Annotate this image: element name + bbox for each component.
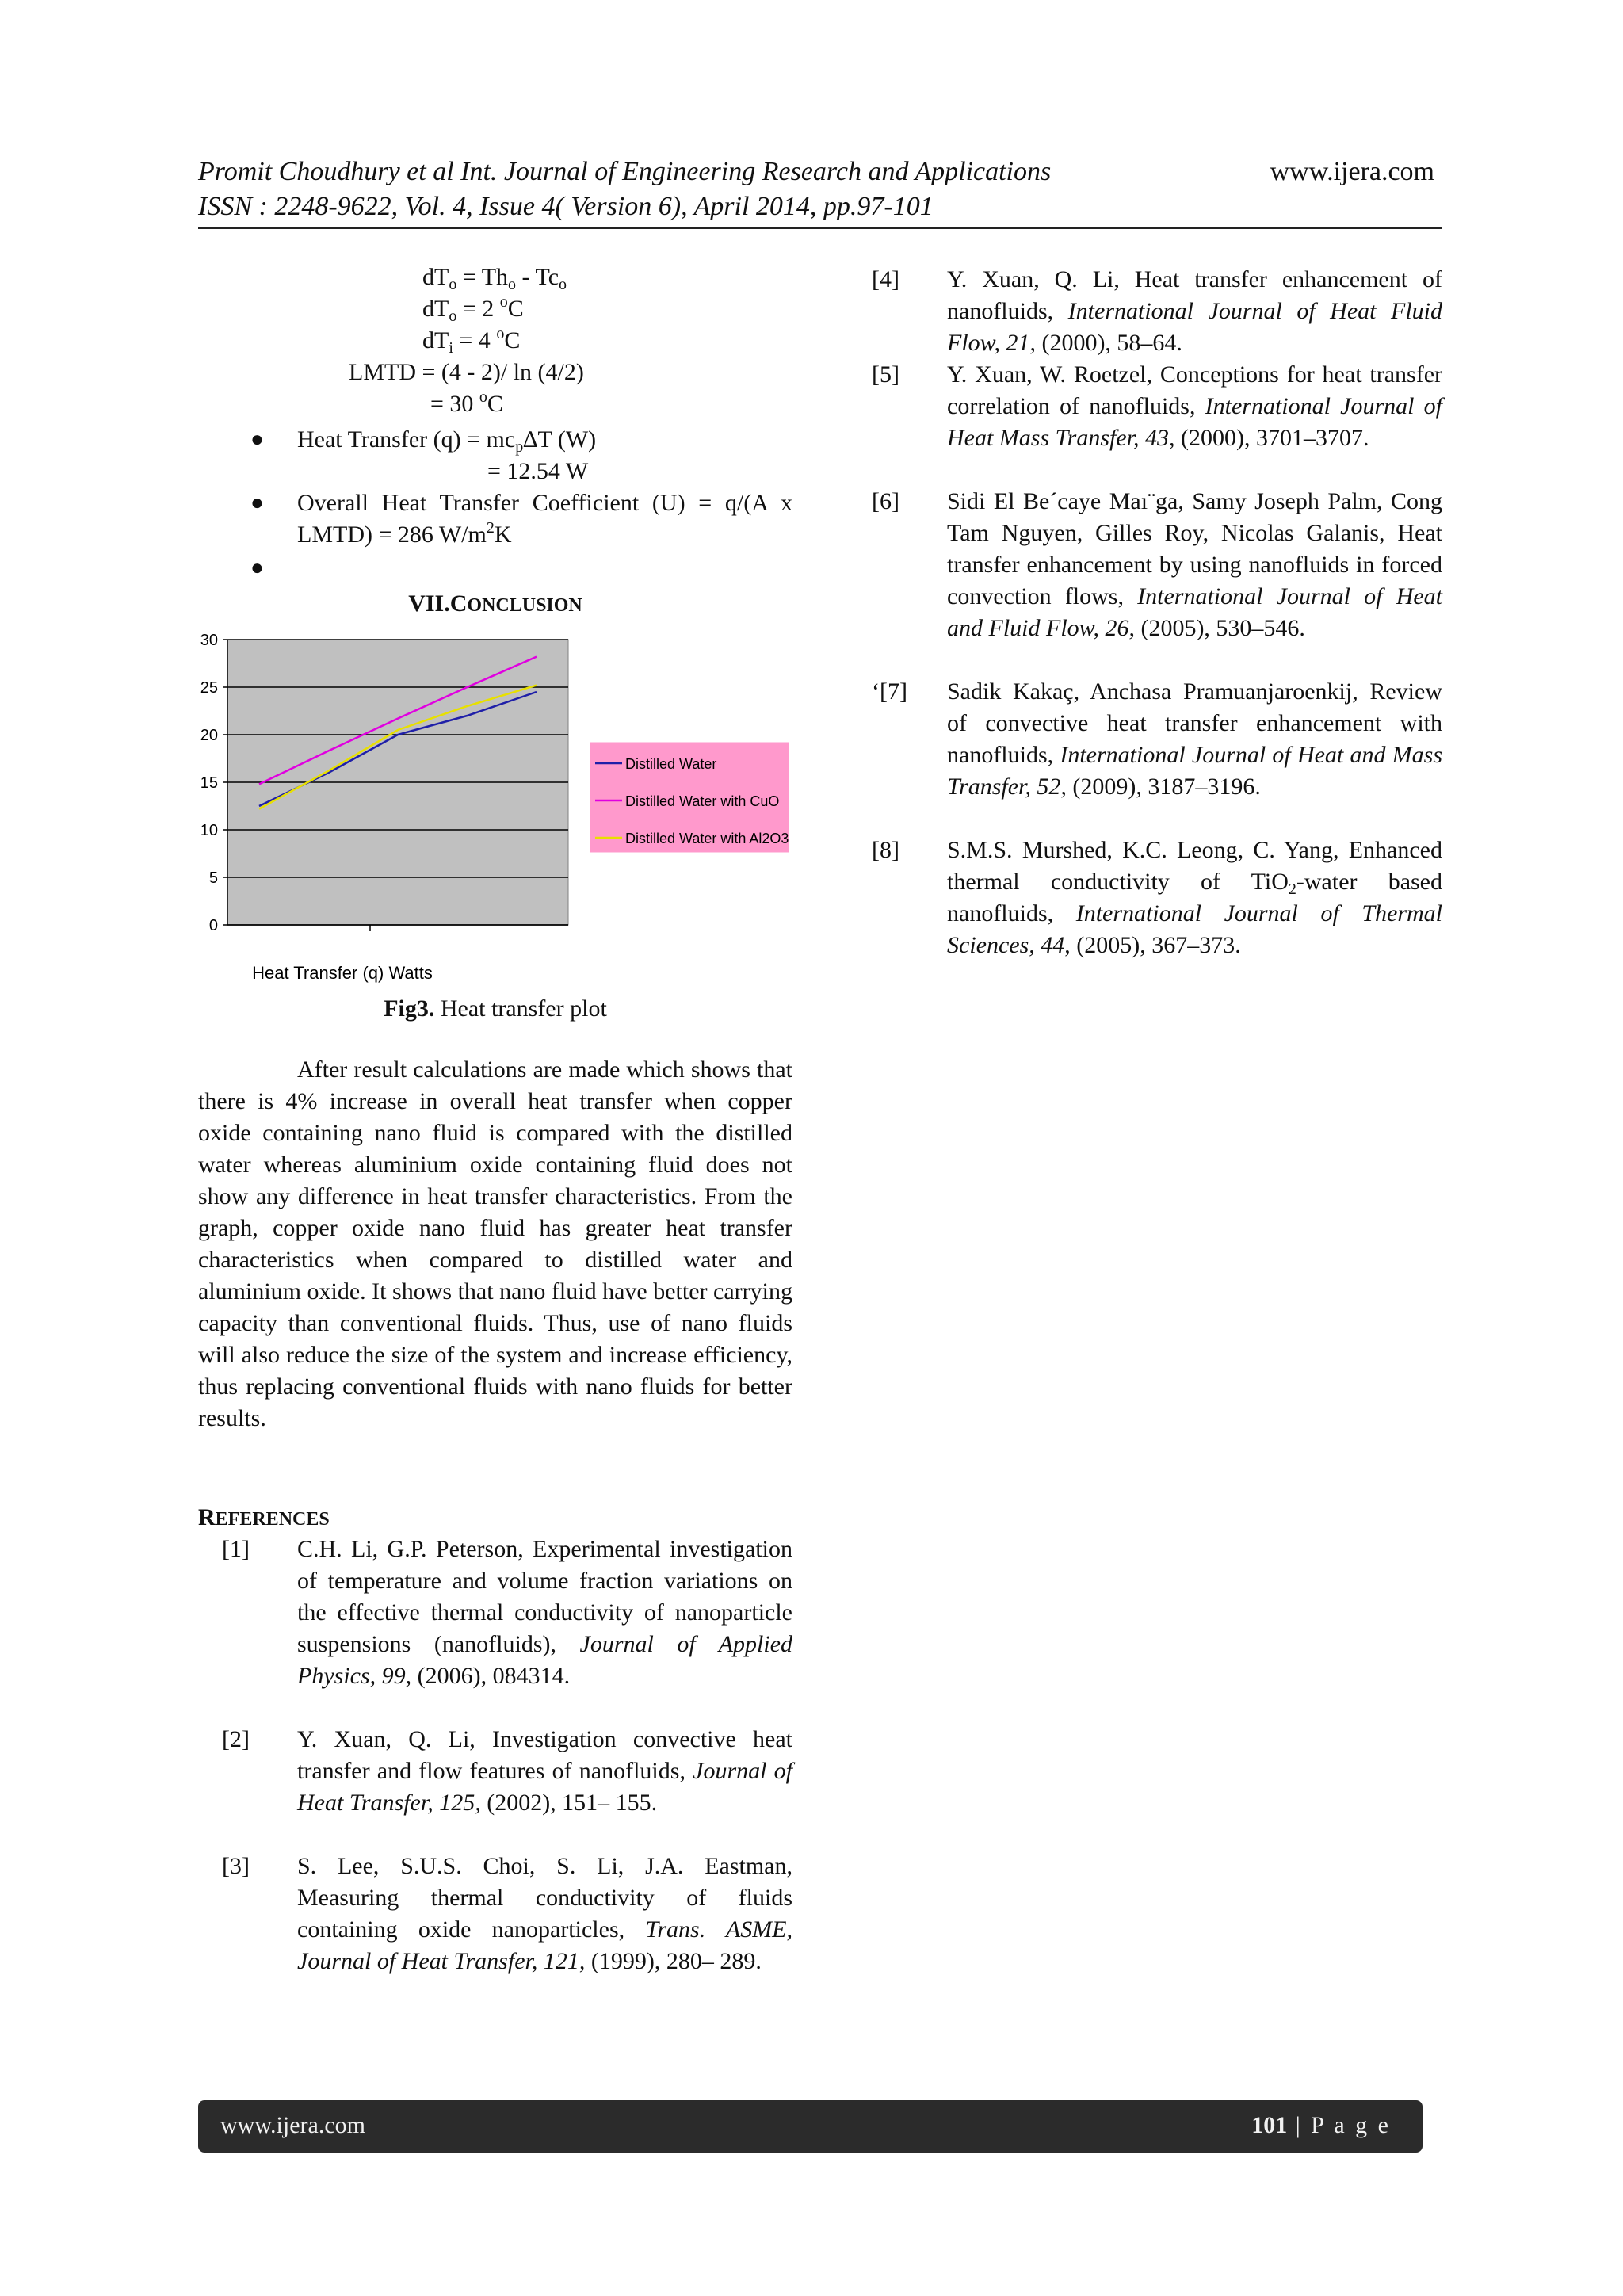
bullet-dot: ● — [250, 556, 264, 580]
y-tick-label: 15 — [200, 774, 218, 792]
equation-lmtd-value: = 30 $^o$C — [430, 388, 503, 417]
footer-site-link[interactable]: www.ijera.com — [220, 2112, 365, 2138]
bullet-dot: ● — [250, 491, 264, 515]
equation-dti-value: $dT_i = 4$ $^o$C — [422, 325, 521, 357]
running-header — [198, 155, 1228, 224]
y-tick-label: 25 — [200, 679, 218, 697]
heat-transfer-value: = 12.54 W — [487, 458, 589, 484]
conclusion-paragraph: After result calculations are made which shows that there is 4% increase in overall heat transfer when copper oxide containing nano fluid is compared with the distilled water whereas aluminium oxide containing fluid does not show any difference in heat transfer characteristics. From the graph, copper oxide nano fluid has greater heat transfer characteristics when compared to distilled water and aluminium oxide. It shows that nano fluid have better carrying capacity than conventional fluids. Thus, use of nano fluids will also reduce the size of the system and increase efficiency, thus replacing conventional fluids with nano fluids for better results. — [198, 1056, 792, 1431]
bullet-overall-coefficient — [198, 487, 792, 551]
y-tick-label: 10 — [200, 822, 218, 839]
overall-coefficient-formula: Overall Heat Transfer Coefficient (U) = q/(A x LMTD) = 286 $W/m^2K$ — [297, 490, 792, 548]
equation-lmtd: LMTD = (4 - 2)/ ln (4/2) — [349, 359, 584, 385]
y-tick-label: 5 — [208, 869, 218, 887]
references-heading: REFERENCES — [198, 1504, 330, 1530]
header-divider — [198, 227, 1442, 229]
header-journal-line: Promit Choudhury et al Int. Journal of Engineering Research and Applications — [198, 157, 1052, 186]
y-tick-label: 20 — [200, 727, 218, 744]
legend-label-1: Distilled Water — [625, 756, 717, 772]
header-issn-line: ISSN : 2248-9622, Vol. 4, Issue 4( Version 6), April 2014, pp.97-101 — [198, 192, 934, 221]
y-tick-label: 30 — [200, 632, 218, 649]
x-axis-label: Heat Transfer (q) Watts — [252, 963, 433, 983]
y-tick-label: 0 — [208, 917, 218, 934]
equation-dto-definition: $dT_o = Th_o - Tc_o$ — [422, 264, 567, 293]
heat-transfer-chart — [198, 630, 800, 995]
page-number: 101 | P a g e — [1251, 2112, 1391, 2138]
legend-label-2: Distilled Water with CuO — [625, 793, 780, 809]
bullet-dot: ● — [250, 427, 264, 452]
bullet-heat-transfer — [198, 424, 792, 456]
legend-label-3: Distilled Water with Al2O3 — [625, 831, 789, 846]
page-footer — [198, 2100, 1423, 2153]
section-heading-conclusion: VII.CONCLUSION — [408, 590, 582, 617]
equation-dto-value: $dT_o = 2$ $^o$C — [422, 293, 524, 325]
figure-caption: Fig3. Heat transfer plot — [384, 995, 607, 1022]
heat-transfer-formula: Heat Transfer $(q) = mc_p\Delta T$ (W) — [297, 426, 597, 456]
header-site-link[interactable]: www.ijera.com — [1270, 157, 1434, 186]
bullet-empty — [198, 552, 792, 584]
